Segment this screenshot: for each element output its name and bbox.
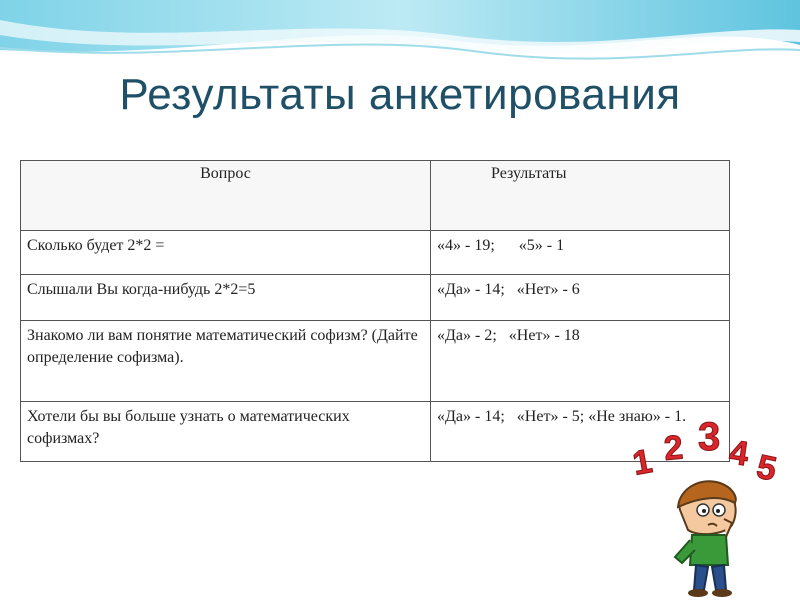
header-question: Вопрос [21,161,431,231]
question-cell: Хотели бы вы больше узнать о математических софизмах? [21,401,431,461]
table-row [21,231,730,275]
result-cell: «Да» - 14; «Нет» - 5; «Не знаю» - 1. [431,401,730,461]
digit-one: 1 [629,442,656,483]
question-cell: Сколько будет 2*2 = [21,231,431,275]
header-results: Результаты [431,161,730,231]
digit-five: 5 [753,447,780,489]
boy-icon [675,481,736,597]
table-header-row [21,161,730,231]
wave-banner [0,0,800,80]
confused-boy-illustration [620,415,795,600]
result-cell: «4» - 19; «5» - 1 [431,231,730,275]
table-row [21,275,730,321]
result-cell: «Да» - 2; «Нет» - 18 [431,321,730,402]
question-cell: Слышали Вы когда-нибудь 2*2=5 [21,275,431,321]
digit-four: 4 [726,433,751,474]
slide-title: Результаты анкетирования [119,70,681,119]
result-cell: «Да» - 14; «Нет» - 6 [431,275,730,321]
table-row [21,321,730,402]
question-cell: Знакомо ли вам понятие математический софизм? (Дайте определение софизма). [21,321,431,402]
digit-two: 2 [662,428,685,468]
digit-three: 3 [698,415,721,459]
